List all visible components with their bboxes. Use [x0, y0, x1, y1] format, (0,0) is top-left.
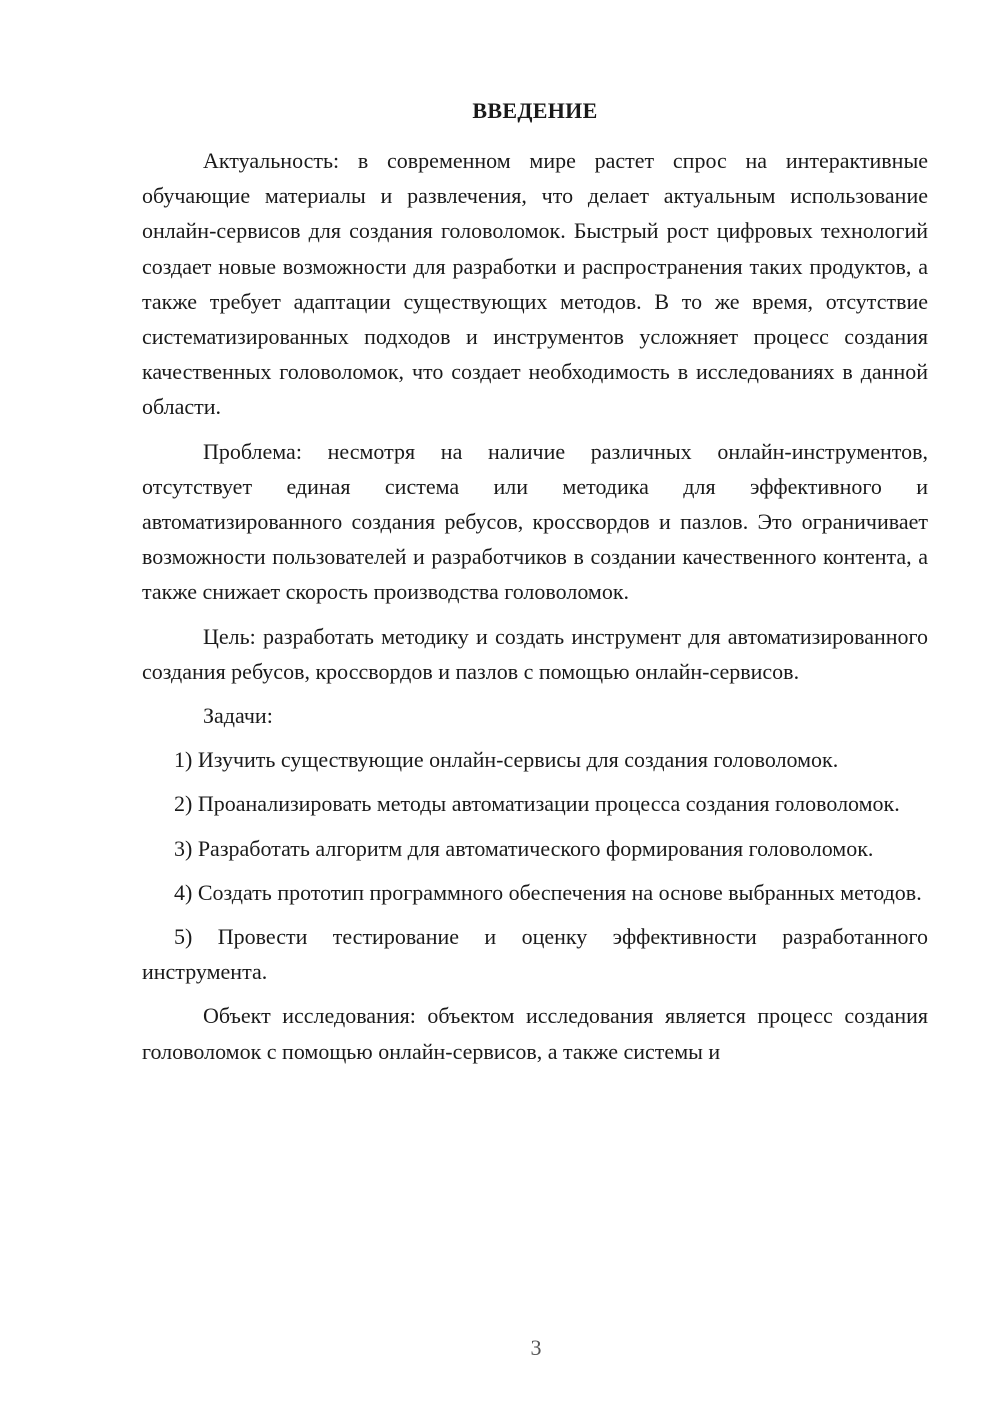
- paragraph-object: Объект исследования: объектом исследования является процесс создания головоломок с помощью онлайн-сервисов, а также системы и: [142, 1003, 928, 1064]
- paragraph-problem: Проблема: несмотря на наличие различных онлайн-инструментов, отсутствует единая система или методика для эффективного и автоматизированного создания ребусов, кроссвордов и пазлов. Это ограничивает возможности пользователей и разработчиков в создании качественного контента, а также снижает скорость производства головоломок.: [142, 438, 928, 605]
- page-number: 3: [530, 1335, 542, 1360]
- task-item-1: 1) Изучить существующие онлайн-сервисы для создания головоломок.: [174, 747, 839, 773]
- task-item-5: 5) Провести тестирование и оценку эффективности разработанного инструмента.: [142, 924, 928, 985]
- section-heading: ВВЕДЕНИЕ: [472, 98, 598, 123]
- task-item-2: 2) Проанализировать методы автоматизации процесса создания головоломок.: [174, 791, 900, 817]
- task-item-3: 3) Разработать алгоритм для автоматического формирования головоломок.: [174, 835, 874, 861]
- paragraph-tasks-heading: Задачи:: [203, 703, 273, 729]
- paragraph-relevance: Актуальность: в современном мире растет спрос на интерактивные обучающие материалы и развлечения, что делает актуальным использование онлайн-сервисов для создания головоломок. Быстрый рост цифровых технологий создает новые возможности для разработки и распространения таких продуктов, а также требует адаптации существующих методов. В то же время, отсутствие систематизированных подходов и инструментов усложняет процесс создания качественных головоломок, что создает необходимость в исследованиях в данной области.: [142, 148, 928, 420]
- body-text: [142, 143, 928, 1078]
- task-item-4: 4) Создать прототип программного обеспечения на основе выбранных методов.: [174, 879, 922, 905]
- paragraph-goal: Цель: разработать методику и создать инструмент для автоматизированного создания ребусов, кроссвордов и пазлов с помощью онлайн-сервисов.: [142, 623, 928, 684]
